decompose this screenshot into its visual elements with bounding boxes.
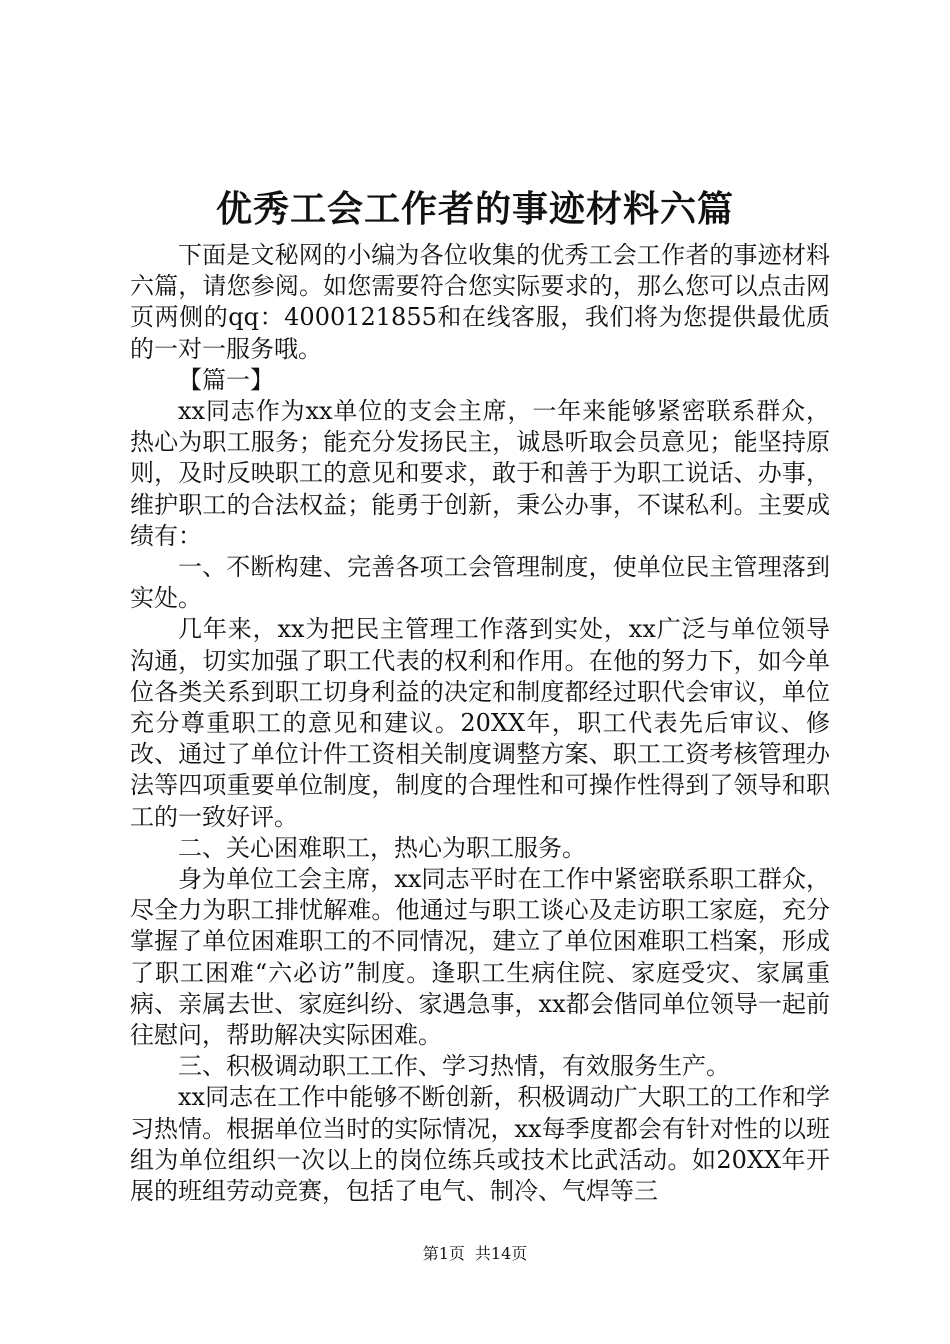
subheading-2: 二、关心困难职工，热心为职工服务。 [178, 833, 586, 862]
section-heading-part-one: 【篇一】 [178, 365, 274, 394]
subheading-3: 三、积极调动职工工作、学习热情，有效服务生产。 [178, 1052, 730, 1081]
page-number: 第1页 [422, 1244, 465, 1263]
document-title: 优秀工会工作者的事迹材料六篇 [215, 188, 734, 230]
page-footer [0, 1243, 950, 1265]
document-body [130, 240, 830, 1207]
body-paragraph: 身为单位工会主席，xx同志平时在工作中紧密联系职工群众，尽全力为职工排忧解难。他通过与职工谈心及走访职工家庭，充分掌握了单位困难职工的不同情况，建立了单位困难职工档案，形成了职工困难“六必访”制度。逢职工生病住院、家庭受灾、家属重病、亲属去世、家庭纠纷、家遇急事，xx都会偕同单位领导一起前往慰问，帮助解决实际困难。 [130, 865, 830, 1050]
intro-paragraph: 下面是文秘网的小编为各位收集的优秀工会工作者的事迹材料六篇，请您参阅。如您需要符合您实际要求的，那么您可以点击网页两侧的qq：4000121855和在线客服，我们将为您提供最优质的一对一服务哦。 [130, 241, 830, 363]
subheading-1: 一、不断构建、完善各项工会管理制度，使单位民主管理落到实处。 [130, 553, 830, 613]
body-paragraph: xx同志在工作中能够不断创新，积极调动广大职工的工作和学习热情。根据单位当时的实际情况，xx每季度都会有针对性的以班组为单位组织一次以上的岗位练兵或技术比武活动。如20XX年开展的班组劳动竞赛，包括了电气、制冷、气焊等三 [130, 1083, 830, 1206]
body-paragraph: xx同志作为xx单位的支会主席，一年来能够紧密联系群众，热心为职工服务；能充分发扬民主，诚恳听取会员意见；能坚持原则，及时反映职工的意见和要求，敢于和善于为职工说话、办事，维护职工的合法权益；能勇于创新，秉公办事，不谋私利。主要成绩有： [130, 397, 830, 550]
body-paragraph: 几年来，xx为把民主管理工作落到实处，xx广泛与单位领导沟通，切实加强了职工代表的权利和作用。在他的努力下，如今单位各类关系到职工切身利益的决定和制度都经过职代会审议，单位充分尊重职工的意见和建议。20XX年，职工代表先后审议、修改、通过了单位计件工资相关制度调整方案、职工工资考核管理办法等四项重要单位制度，制度的合理性和可操作性得到了领导和职工的一致好评。 [130, 615, 830, 831]
page-total: 共14页 [474, 1244, 528, 1263]
